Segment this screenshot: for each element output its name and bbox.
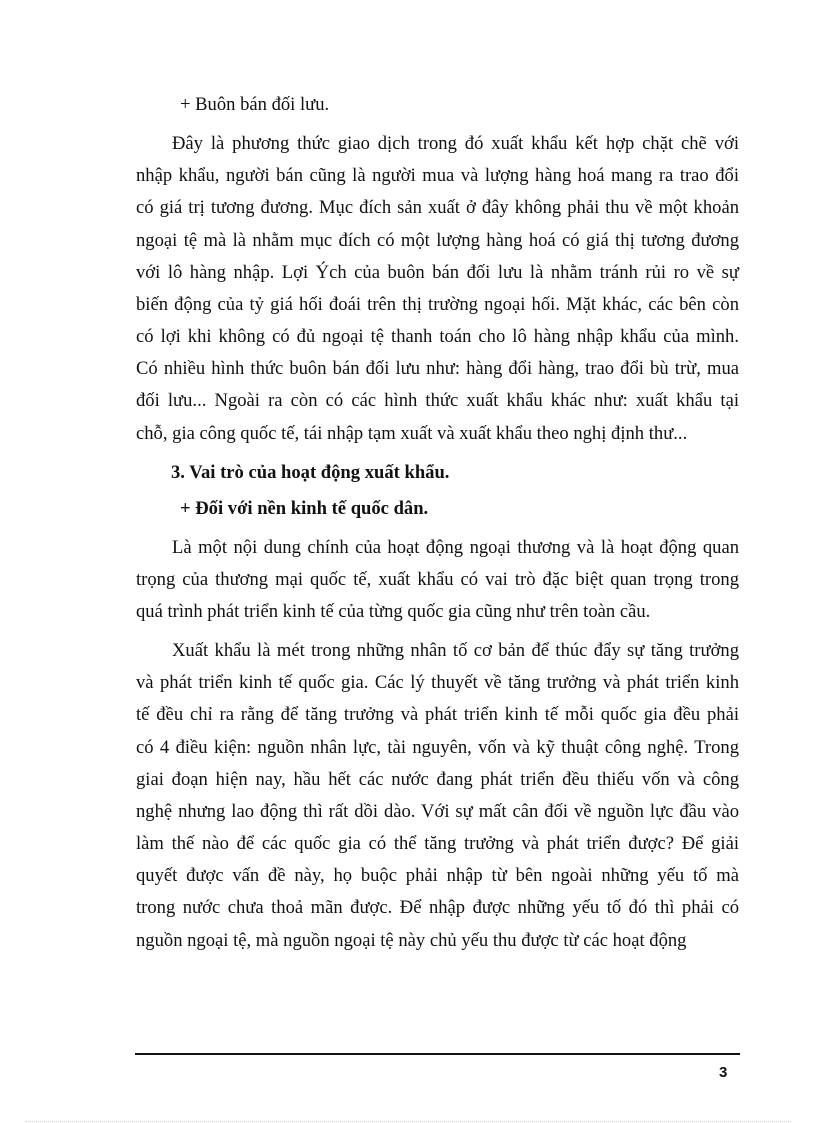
paragraph-line: Xuất khẩu là mét trong những nhân tố cơ bản để thúc đẩy sự tăng trưởng (172, 640, 739, 661)
paragraph-line: trọng của thương mại quốc tế, xuất khẩu có vai trò đặc biệt quan trọng trong (136, 569, 739, 590)
paragraph-line: có giá trị tương đương. Mục đích sản xuất ở đây không phải thu về một khoản (136, 197, 739, 218)
paragraph-line: chỗ, gia công quốc tế, tái nhập tạm xuất và xuất khẩu theo nghị định thư... (136, 423, 688, 444)
paragraph-line: với lô hàng nhập. Lợi Ých của buôn bán đối lưu là nhằm tránh rủi ro về sự (136, 262, 739, 283)
paragraph-line: ngoại tệ mà là nhằm mục đích có một lượng hàng hoá có giá thị tương đương (136, 230, 739, 251)
paragraph-line: biến động của tỷ giá hối đoái trên thị trường ngoại hối. Mặt khác, các bên còn (136, 294, 739, 315)
paragraph-line: Có nhiều hình thức buôn bán đối lưu như: hàng đổi hàng, trao đổi bù trừ, mua (136, 358, 739, 379)
paragraph-line: nhập khẩu, người bán cũng là người mua và lượng hàng hoá mang ra trao đổi (136, 165, 739, 186)
paragraph-line: có 4 điều kiện: nguồn nhân lực, tài nguyên, vốn và kỹ thuật công nghệ. Trong (136, 737, 739, 758)
page-bottom-edge (25, 1121, 791, 1122)
paragraph-line: có lợi khi không có đủ ngoại tệ thanh toán cho lô hàng nhập khẩu của mình. (136, 326, 739, 347)
section-bullet-counter-trade: + Buôn bán đối lưu. (180, 94, 330, 115)
paragraph-line: đối lưu... Ngoài ra còn có các hình thức xuất khẩu khác như: xuất khẩu tại (136, 390, 739, 411)
paragraph-line: trong nước chưa thoả mãn được. Để nhập được những yếu tố đó thì phải có (136, 897, 739, 918)
paragraph-line: tế đều chỉ ra rằng để tăng trưởng và phát triển kinh tế mỗi quốc gia đều phải (136, 704, 739, 725)
paragraph-line: và phát triển kinh tế quốc gia. Các lý thuyết về tăng trưởng và phát triển kinh (136, 672, 739, 693)
section-heading: 3. Vai trò của hoạt động xuất khẩu. (171, 462, 450, 483)
paragraph-line: quyết được vấn đề này, họ buộc phải nhập từ bên ngoài những yếu tố mà (136, 865, 739, 886)
paragraph-line: nguồn ngoại tệ, mà nguồn ngoại tệ này chủ yếu thu được từ các hoạt động (136, 930, 687, 951)
footer-rule (135, 1053, 740, 1055)
paragraph-line: nghệ nhưng lao động thì rất dồi dào. Với sự mất cân đối về nguồn lực đầu vào (136, 801, 739, 822)
paragraph-line: Là một nội dung chính của hoạt động ngoại thương và là hoạt động quan (172, 537, 739, 558)
paragraph-line: Đây là phương thức giao dịch trong đó xuất khẩu kết hợp chặt chẽ với (172, 133, 739, 154)
subsection-heading: + Đối với nền kinh tế quốc dân. (180, 498, 429, 519)
paragraph-line: làm thế nào để các quốc gia có thể tăng trưởng và phát triển được? Để giải (136, 833, 739, 854)
page-number: 3 (719, 1064, 728, 1081)
paragraph-line: quá trình phát triển kinh tế của từng quốc gia cũng như trên toàn cầu. (136, 601, 651, 622)
paragraph-line: giai đoạn hiện nay, hầu hết các nước đang phát triển đều thiếu vốn và công (136, 769, 739, 790)
